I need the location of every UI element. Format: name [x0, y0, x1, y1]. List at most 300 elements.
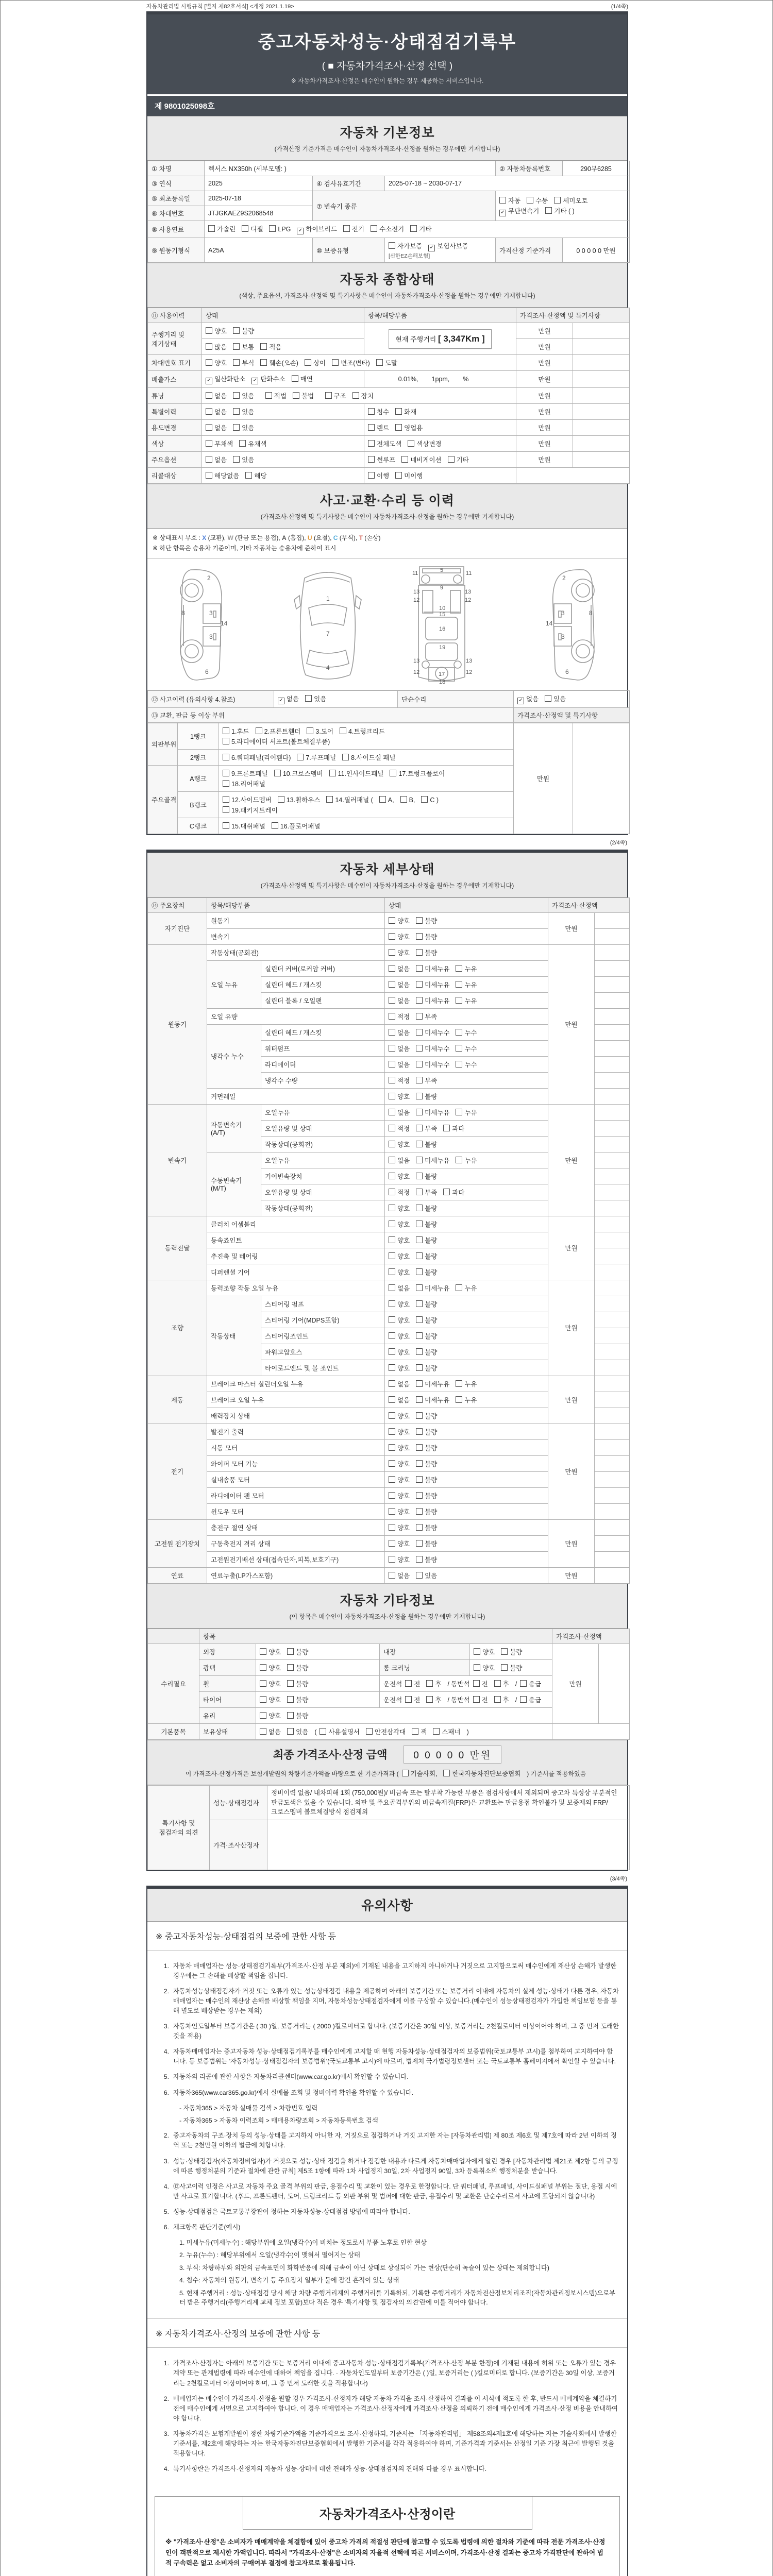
checkbox[interactable]	[520, 1679, 541, 1688]
checkbox-box[interactable]	[416, 1444, 423, 1451]
checkbox[interactable]	[368, 455, 395, 464]
checkbox-box[interactable]	[389, 1444, 395, 1451]
checkbox[interactable]	[456, 1044, 477, 1053]
checkbox-box[interactable]	[389, 1013, 395, 1020]
checkbox[interactable]	[233, 455, 254, 464]
checkbox[interactable]	[256, 726, 301, 736]
checkbox-box[interactable]	[389, 1572, 395, 1579]
checkbox[interactable]	[242, 224, 263, 233]
checkbox[interactable]	[416, 980, 449, 989]
checkbox-box[interactable]	[416, 1189, 423, 1195]
checkbox-box[interactable]	[389, 1221, 395, 1227]
checkbox-box[interactable]	[329, 770, 336, 776]
checkbox[interactable]	[389, 1267, 410, 1277]
checkbox[interactable]	[233, 391, 254, 400]
checkbox-box[interactable]	[499, 197, 506, 204]
checkbox-box[interactable]	[260, 343, 267, 350]
checkbox-box[interactable]	[389, 1189, 395, 1195]
checkbox[interactable]	[389, 1012, 410, 1021]
checkbox[interactable]	[332, 358, 370, 367]
checkbox-box[interactable]	[223, 738, 229, 744]
checkbox[interactable]	[416, 1539, 437, 1548]
checkbox-box[interactable]	[456, 1396, 462, 1403]
checkbox-box[interactable]	[233, 392, 240, 399]
checkbox[interactable]	[416, 1283, 449, 1293]
checkbox[interactable]	[416, 1555, 437, 1564]
checkbox[interactable]	[402, 1769, 438, 1778]
checkbox-box[interactable]	[416, 1508, 423, 1515]
checkbox-box[interactable]	[206, 392, 212, 399]
checkbox[interactable]	[260, 1711, 281, 1720]
checkbox-box[interactable]	[416, 1348, 423, 1355]
checkbox-box[interactable]	[416, 1412, 423, 1419]
checkbox-box[interactable]	[269, 225, 276, 232]
checkbox[interactable]	[389, 1363, 410, 1372]
checkbox[interactable]	[278, 795, 321, 804]
checkbox-box[interactable]	[260, 359, 267, 366]
checkbox[interactable]	[389, 948, 410, 957]
checkbox[interactable]	[389, 980, 410, 989]
checkbox-box[interactable]	[416, 1109, 423, 1115]
checkbox[interactable]	[389, 1331, 410, 1341]
checkbox-box[interactable]	[366, 1728, 373, 1735]
checkbox[interactable]	[342, 753, 395, 762]
checkbox[interactable]	[416, 996, 449, 1005]
checkbox[interactable]	[416, 1443, 437, 1452]
checkbox[interactable]	[389, 964, 410, 973]
checkbox-box[interactable]	[206, 359, 212, 366]
checkbox[interactable]	[239, 439, 266, 448]
checkbox[interactable]	[494, 1695, 509, 1704]
checkbox-box[interactable]	[389, 949, 395, 956]
checkbox-box[interactable]	[265, 392, 272, 399]
checkbox[interactable]	[260, 358, 298, 367]
checkbox-box[interactable]	[389, 1141, 395, 1147]
checkbox-box[interactable]	[389, 1316, 395, 1323]
checkbox[interactable]	[412, 1727, 427, 1736]
checkbox-box[interactable]	[416, 1428, 423, 1435]
checkbox[interactable]	[443, 1188, 464, 1197]
checkbox[interactable]	[233, 358, 254, 367]
checkbox-box[interactable]	[389, 1332, 395, 1339]
checkbox-box[interactable]	[389, 1476, 395, 1483]
checkbox[interactable]	[389, 1172, 410, 1181]
checkbox[interactable]	[473, 1679, 488, 1688]
checkbox-box[interactable]	[416, 1364, 423, 1371]
checkbox[interactable]	[389, 1108, 410, 1117]
checkbox[interactable]	[389, 1539, 410, 1548]
checkbox-box[interactable]	[456, 1045, 462, 1052]
checkbox-box[interactable]	[405, 1680, 412, 1687]
checkbox[interactable]	[260, 1727, 281, 1736]
checkbox-box[interactable]	[395, 472, 402, 479]
checkbox[interactable]	[389, 1427, 410, 1436]
checkbox-checked[interactable]	[499, 206, 539, 216]
checkbox[interactable]	[233, 326, 254, 335]
checkbox-box[interactable]	[287, 1680, 294, 1687]
checkbox-box[interactable]	[426, 1696, 433, 1703]
checkbox-box[interactable]	[456, 981, 462, 988]
checkbox-checked[interactable]	[517, 694, 539, 704]
checkbox[interactable]	[416, 1156, 449, 1165]
checkbox[interactable]	[456, 1379, 477, 1388]
checkbox-box[interactable]	[233, 408, 240, 415]
checkbox[interactable]	[287, 1727, 308, 1736]
checkbox-box[interactable]	[416, 1380, 423, 1387]
checkbox-box[interactable]	[206, 424, 212, 431]
checkbox-box[interactable]	[245, 472, 252, 479]
checkbox-box[interactable]	[416, 1252, 423, 1259]
checkbox-box[interactable]	[260, 1696, 266, 1703]
checkbox[interactable]	[223, 753, 291, 762]
checkbox-box[interactable]	[416, 949, 423, 956]
checkbox-box[interactable]	[400, 796, 407, 803]
checkbox-box[interactable]	[389, 1396, 395, 1403]
checkbox[interactable]	[474, 1663, 495, 1672]
checkbox-box[interactable]	[416, 1284, 423, 1291]
checkbox[interactable]	[389, 1443, 410, 1452]
checkbox-box[interactable]	[256, 727, 262, 734]
checkbox[interactable]	[416, 1204, 437, 1213]
checkbox[interactable]	[433, 1727, 460, 1736]
checkbox-box[interactable]	[292, 375, 298, 382]
checkbox-box[interactable]	[305, 359, 311, 366]
checkbox-box[interactable]	[389, 1077, 395, 1083]
checkbox-box[interactable]	[332, 359, 339, 366]
checkbox[interactable]	[448, 455, 469, 464]
checkbox[interactable]	[416, 1427, 437, 1436]
checkbox[interactable]	[416, 916, 437, 925]
checkbox[interactable]	[389, 1188, 410, 1197]
checkbox-box[interactable]	[416, 997, 423, 1004]
checkbox[interactable]	[426, 1695, 441, 1704]
checkbox[interactable]	[416, 1188, 437, 1197]
checkbox-box[interactable]	[287, 1664, 294, 1671]
checkbox-box[interactable]	[223, 796, 229, 803]
checkbox-box[interactable]	[416, 1396, 423, 1403]
checkbox[interactable]	[426, 1679, 441, 1688]
checkbox-box[interactable]	[474, 1664, 480, 1671]
checkbox[interactable]	[371, 224, 404, 233]
checkbox-box[interactable]	[389, 981, 395, 988]
checkbox[interactable]	[416, 1044, 449, 1053]
checkbox-box[interactable]	[416, 933, 423, 940]
checkbox-box[interactable]: ✓	[517, 698, 524, 704]
checkbox-box[interactable]	[352, 392, 359, 399]
checkbox[interactable]	[416, 1571, 437, 1580]
checkbox-box[interactable]	[456, 1109, 462, 1115]
checkbox[interactable]	[389, 932, 410, 941]
checkbox-checked[interactable]	[297, 224, 337, 234]
checkbox-box[interactable]	[305, 695, 312, 702]
checkbox-box[interactable]	[223, 770, 229, 776]
checkbox[interactable]	[206, 455, 227, 464]
checkbox[interactable]	[389, 916, 410, 925]
checkbox[interactable]	[456, 1395, 477, 1404]
checkbox[interactable]	[416, 1523, 437, 1532]
checkbox[interactable]	[233, 423, 254, 432]
checkbox-box[interactable]	[405, 1696, 412, 1703]
checkbox-box[interactable]	[416, 1173, 423, 1179]
checkbox[interactable]	[389, 1076, 410, 1085]
checkbox-box[interactable]	[416, 1476, 423, 1483]
checkbox[interactable]	[305, 694, 326, 703]
checkbox[interactable]	[260, 1663, 281, 1672]
checkbox[interactable]	[395, 407, 416, 416]
checkbox-box[interactable]	[325, 392, 332, 399]
checkbox-box[interactable]	[389, 1093, 395, 1099]
checkbox[interactable]	[416, 1108, 449, 1117]
checkbox-box[interactable]	[416, 1141, 423, 1147]
checkbox-box[interactable]	[554, 197, 561, 204]
checkbox-box[interactable]	[416, 1332, 423, 1339]
checkbox[interactable]	[389, 241, 422, 250]
checkbox-checked[interactable]	[206, 374, 245, 384]
checkbox-box[interactable]	[326, 796, 333, 803]
checkbox-box[interactable]	[416, 1013, 423, 1020]
checkbox[interactable]	[343, 224, 364, 233]
checkbox[interactable]	[416, 1395, 449, 1404]
checkbox[interactable]	[389, 1475, 410, 1484]
checkbox-box[interactable]	[416, 1572, 423, 1579]
checkbox[interactable]	[390, 769, 445, 778]
checkbox-box[interactable]	[456, 1380, 462, 1387]
checkbox-box[interactable]	[433, 1728, 440, 1735]
checkbox[interactable]	[389, 1395, 410, 1404]
checkbox[interactable]	[206, 423, 227, 432]
checkbox[interactable]	[265, 391, 287, 400]
checkbox-checked[interactable]	[428, 241, 468, 251]
checkbox[interactable]	[293, 391, 314, 400]
checkbox-box[interactable]	[416, 1205, 423, 1211]
checkbox-box[interactable]: ✓	[278, 698, 284, 704]
checkbox[interactable]	[223, 795, 272, 804]
checkbox[interactable]	[223, 726, 249, 736]
checkbox-box[interactable]	[389, 1109, 395, 1115]
checkbox-box[interactable]	[368, 456, 375, 463]
checkbox[interactable]	[329, 769, 384, 778]
checkbox[interactable]	[389, 1235, 410, 1245]
checkbox[interactable]	[206, 391, 227, 400]
checkbox[interactable]	[287, 1647, 308, 1656]
checkbox[interactable]	[389, 1028, 410, 1037]
checkbox[interactable]	[501, 1663, 522, 1672]
checkbox-box[interactable]	[416, 1029, 423, 1036]
checkbox[interactable]	[416, 1012, 437, 1021]
checkbox-box[interactable]	[416, 1061, 423, 1067]
checkbox-box[interactable]	[389, 1125, 395, 1131]
checkbox-box[interactable]	[287, 1648, 294, 1655]
checkbox-box[interactable]	[416, 1268, 423, 1275]
checkbox[interactable]	[416, 1459, 437, 1468]
checkbox[interactable]	[416, 1491, 437, 1500]
checkbox[interactable]	[416, 1028, 449, 1037]
checkbox-box[interactable]	[389, 242, 395, 249]
checkbox[interactable]	[405, 1695, 420, 1704]
checkbox-box[interactable]	[389, 1540, 395, 1547]
checkbox[interactable]	[223, 769, 268, 778]
checkbox[interactable]	[416, 1140, 437, 1149]
checkbox[interactable]	[389, 1379, 410, 1388]
checkbox-box[interactable]	[278, 796, 284, 803]
checkbox[interactable]	[408, 439, 441, 448]
checkbox-box[interactable]	[206, 343, 212, 350]
checkbox-box[interactable]	[233, 359, 240, 366]
checkbox[interactable]	[223, 779, 265, 788]
checkbox-box[interactable]: ✓	[206, 378, 212, 384]
checkbox[interactable]	[368, 423, 389, 432]
checkbox[interactable]	[389, 1411, 410, 1420]
checkbox-box[interactable]	[233, 424, 240, 431]
checkbox[interactable]	[307, 726, 333, 736]
checkbox[interactable]	[416, 1331, 437, 1341]
checkbox-box[interactable]	[389, 1284, 395, 1291]
checkbox[interactable]	[416, 1347, 437, 1357]
checkbox[interactable]	[520, 1695, 541, 1704]
checkbox-box[interactable]	[274, 770, 281, 776]
checkbox[interactable]	[416, 1251, 437, 1261]
checkbox[interactable]	[366, 1727, 406, 1736]
checkbox[interactable]	[416, 964, 449, 973]
checkbox-box[interactable]	[389, 917, 395, 924]
checkbox-box[interactable]	[223, 822, 229, 829]
checkbox-box[interactable]	[206, 440, 212, 447]
checkbox[interactable]	[389, 1315, 410, 1325]
checkbox-box[interactable]	[389, 1556, 395, 1563]
checkbox-box[interactable]: ✓	[297, 228, 304, 234]
checkbox[interactable]	[456, 980, 477, 989]
checkbox-box[interactable]	[260, 1728, 266, 1735]
checkbox-box[interactable]	[494, 1696, 501, 1703]
checkbox[interactable]	[395, 423, 423, 432]
checkbox[interactable]	[389, 1156, 410, 1165]
checkbox-box[interactable]	[389, 1412, 395, 1419]
checkbox-box[interactable]	[408, 440, 414, 447]
checkbox-box[interactable]	[395, 408, 402, 415]
checkbox[interactable]	[416, 1411, 437, 1420]
checkbox-box[interactable]	[402, 1770, 409, 1776]
checkbox-box[interactable]	[389, 1364, 395, 1371]
checkbox-box[interactable]	[260, 1648, 266, 1655]
checkbox[interactable]	[305, 358, 326, 367]
checkbox[interactable]	[260, 1679, 281, 1688]
checkbox-box[interactable]: ✓	[251, 378, 258, 384]
checkbox-box[interactable]: ✓	[499, 210, 506, 216]
checkbox[interactable]	[389, 1124, 410, 1133]
checkbox-box[interactable]	[410, 225, 417, 232]
checkbox[interactable]	[416, 1507, 437, 1516]
checkbox[interactable]	[352, 391, 374, 400]
checkbox[interactable]	[395, 471, 423, 480]
checkbox-box[interactable]	[389, 1157, 395, 1163]
checkbox[interactable]	[260, 1695, 281, 1704]
checkbox[interactable]	[527, 196, 548, 205]
checkbox[interactable]	[287, 1695, 308, 1704]
checkbox[interactable]	[456, 1156, 477, 1165]
checkbox-box[interactable]	[545, 207, 552, 214]
checkbox-box[interactable]	[239, 440, 246, 447]
checkbox[interactable]	[389, 1571, 410, 1580]
checkbox[interactable]	[206, 342, 227, 351]
checkbox-box[interactable]	[501, 1664, 508, 1671]
checkbox-box[interactable]	[416, 1157, 423, 1163]
checkbox-box[interactable]	[340, 727, 346, 734]
checkbox[interactable]	[389, 1044, 410, 1053]
checkbox-box[interactable]	[416, 965, 423, 972]
checkbox-box[interactable]	[233, 456, 240, 463]
checkbox[interactable]	[376, 358, 397, 367]
checkbox[interactable]	[389, 1299, 410, 1309]
checkbox[interactable]	[389, 1555, 410, 1564]
checkbox[interactable]	[389, 1347, 410, 1357]
checkbox-box[interactable]	[416, 1300, 423, 1307]
checkbox[interactable]	[389, 1204, 410, 1213]
checkbox[interactable]	[416, 1315, 437, 1325]
checkbox[interactable]	[274, 769, 323, 778]
checkbox-checked[interactable]	[251, 374, 285, 384]
checkbox[interactable]	[473, 1695, 488, 1704]
checkbox-box[interactable]	[260, 1680, 266, 1687]
checkbox-box[interactable]	[456, 965, 462, 972]
checkbox-box[interactable]	[272, 822, 278, 829]
checkbox-box[interactable]	[443, 1770, 450, 1776]
checkbox[interactable]	[389, 1283, 410, 1293]
checkbox[interactable]	[416, 1076, 437, 1085]
checkbox-box[interactable]	[389, 965, 395, 972]
checkbox[interactable]	[416, 1363, 437, 1372]
checkbox[interactable]	[416, 1219, 437, 1229]
checkbox-box[interactable]	[223, 780, 229, 787]
checkbox[interactable]	[233, 342, 254, 351]
checkbox-box[interactable]	[416, 1045, 423, 1052]
checkbox[interactable]	[287, 1663, 308, 1672]
checkbox-box[interactable]	[443, 1189, 450, 1195]
checkbox[interactable]	[389, 1507, 410, 1516]
checkbox-box[interactable]	[371, 225, 377, 232]
checkbox[interactable]	[416, 1267, 437, 1277]
checkbox-box[interactable]	[545, 695, 551, 702]
checkbox-box[interactable]	[474, 1648, 480, 1655]
checkbox[interactable]	[416, 1092, 437, 1101]
checkbox[interactable]	[233, 407, 254, 416]
checkbox[interactable]	[223, 821, 265, 831]
checkbox-box[interactable]	[389, 1348, 395, 1355]
checkbox[interactable]	[389, 1219, 410, 1229]
checkbox[interactable]	[260, 1647, 281, 1656]
checkbox[interactable]	[416, 1172, 437, 1181]
checkbox[interactable]	[401, 455, 441, 464]
checkbox-box[interactable]	[401, 456, 408, 463]
checkbox[interactable]	[416, 1235, 437, 1245]
checkbox[interactable]	[287, 1711, 308, 1720]
checkbox-box[interactable]	[389, 1428, 395, 1435]
checkbox-box[interactable]	[376, 359, 383, 366]
checkbox[interactable]	[389, 1523, 410, 1532]
checkbox[interactable]	[501, 1647, 522, 1656]
checkbox-box[interactable]	[206, 472, 212, 479]
checkbox-box[interactable]	[389, 1252, 395, 1259]
checkbox[interactable]	[368, 439, 401, 448]
checkbox-box[interactable]	[206, 327, 212, 334]
checkbox-box[interactable]	[473, 1680, 480, 1687]
checkbox-box[interactable]	[389, 1045, 395, 1052]
checkbox-box[interactable]	[389, 1460, 395, 1467]
checkbox[interactable]	[379, 796, 394, 804]
checkbox[interactable]	[389, 1459, 410, 1468]
checkbox-box[interactable]	[520, 1680, 527, 1687]
checkbox-box[interactable]	[389, 997, 395, 1004]
checkbox[interactable]	[456, 1108, 477, 1117]
